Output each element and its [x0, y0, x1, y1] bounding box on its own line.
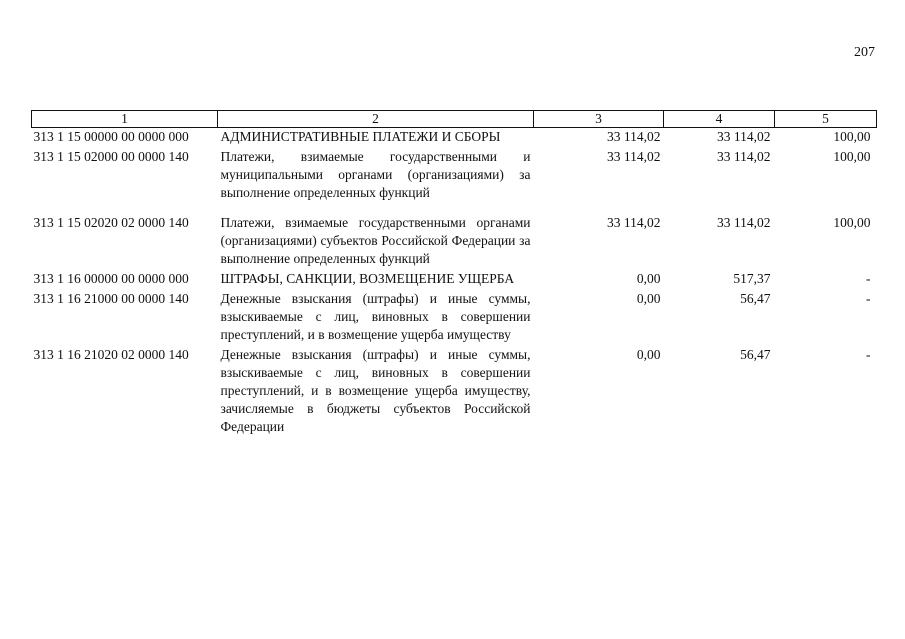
row-value-col4: 56,47: [740, 291, 771, 306]
row-value-col3: 0,00: [636, 347, 661, 362]
row-value-col3: 0,00: [636, 271, 661, 286]
row-value-col3: 33 114,02: [607, 215, 661, 230]
row-value-col4: 517,37: [733, 271, 771, 286]
row-value-col5: 100,00: [833, 129, 871, 144]
table-row: [32, 148, 877, 214]
column-header-4: 4: [664, 111, 775, 128]
table-row: [32, 346, 877, 438]
row-name: Платежи, взимаемые государственными и муниципальными органами (организациями) за выполнение определенных функций: [220, 149, 531, 200]
row-value-col4: 33 114,02: [717, 129, 771, 144]
column-header-5: 5: [775, 111, 877, 128]
row-name: ШТРАФЫ, САНКЦИИ, ВОЗМЕЩЕНИЕ УЩЕРБА: [220, 271, 515, 286]
table-row: [32, 214, 877, 270]
row-value-col4: 33 114,02: [717, 149, 771, 164]
row-value-col3: 33 114,02: [607, 129, 661, 144]
table-row: [32, 270, 877, 290]
row-name: Платежи, взимаемые государственными органами (организациями) субъектов Российской Федерации за выполнение определенных функций: [220, 215, 531, 266]
row-name: Денежные взыскания (штрафы) и иные суммы, взыскиваемые с лиц, виновных в совершении преступлений, и в возмещение ущерба имуществу: [220, 291, 531, 342]
row-value-col5: -: [866, 347, 871, 362]
row-code: 313 1 15 02020 02 0000 140: [33, 215, 189, 230]
row-value-col4: 33 114,02: [717, 215, 771, 230]
table-row: [32, 128, 877, 149]
row-code: 313 1 16 21000 00 0000 140: [33, 291, 189, 306]
column-header-1: 1: [32, 111, 218, 128]
budget-table: [31, 110, 877, 438]
row-value-col5: -: [866, 291, 871, 306]
row-code: 313 1 15 00000 00 0000 000: [33, 129, 189, 144]
row-value-col5: 100,00: [833, 215, 871, 230]
row-value-col5: 100,00: [833, 149, 871, 164]
row-value-col3: 33 114,02: [607, 149, 661, 164]
row-value-col4: 56,47: [740, 347, 771, 362]
row-value-col3: 0,00: [636, 291, 661, 306]
row-name: АДМИНИСТРАТИВНЫЕ ПЛАТЕЖИ И СБОРЫ: [220, 129, 501, 144]
row-code: 313 1 16 00000 00 0000 000: [33, 271, 189, 286]
table-header-row: [32, 111, 877, 128]
row-name: Денежные взыскания (штрафы) и иные суммы, взыскиваемые с лиц, виновных в совершении преступлений, и в возмещение ущерба имуществу, зачисляемые в бюджеты субъектов Российской Федерации: [220, 347, 531, 434]
row-code: 313 1 15 02000 00 0000 140: [33, 149, 189, 164]
column-header-3: 3: [534, 111, 664, 128]
page-number: 207: [854, 45, 875, 60]
table-row: [32, 290, 877, 346]
row-value-col5: -: [866, 271, 871, 286]
column-header-2: 2: [218, 111, 534, 128]
row-code: 313 1 16 21020 02 0000 140: [33, 347, 189, 362]
